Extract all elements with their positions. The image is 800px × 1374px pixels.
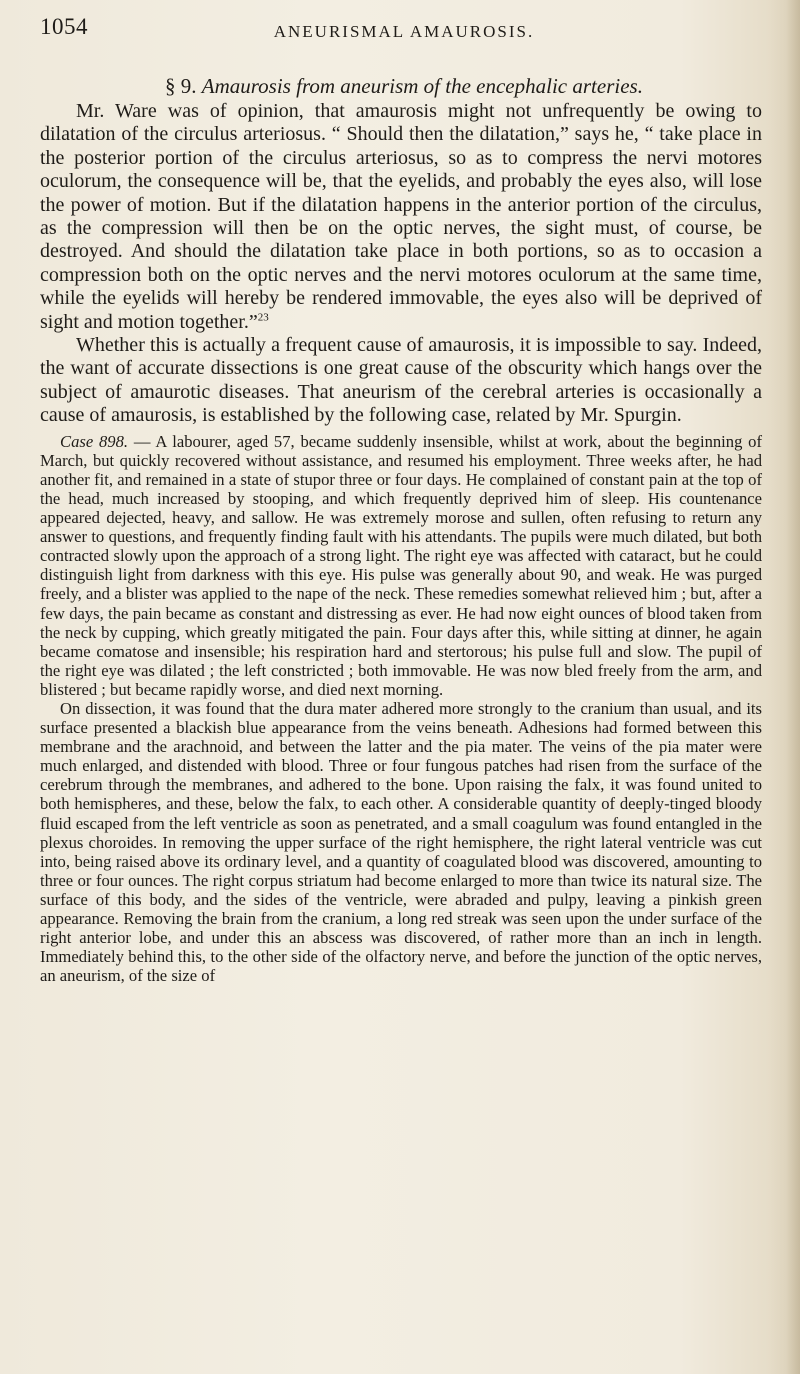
paragraph-case-898 bbox=[40, 432, 762, 699]
paragraph-ware-opinion-text: Mr. Ware was of opinion, that amaurosis might not unfrequently be owing to dilatation of the circulus arteriosus. “ Should then the dilatation,” says he, “ take place in the posterior portion of the circulus arteriosus, so as to compress the nervi motores oculorum, the consequence will be, that the eyelids, and probably the eyes also, will lose the power of motion. But if the dilatation happens in the anterior portion of the circulus, as the compression will then be on the optic nerves, the sight must, of course, be destroyed. And should the dilatation take place in both portions, so as to occasion a compression both on the optic nerves and the nervi motores oculorum at the same time, while the eyelids will hereby be rendered immovable, the eyes also will be deprived of sight and motion together.” bbox=[40, 100, 762, 333]
section-heading bbox=[40, 74, 768, 99]
case-898-text: — A labourer, aged 57, became suddenly insensible, whilst at work, about the beginning of March, but quickly recovered without assistance, and resumed his employment. Three weeks after, he had another fit, and remained in a state of stupor three or four days. He complained of constant pain at the top of the head, much increased by stooping, and which frequently deprived him of sleep. His countenance appeared dejected, heavy, and sallow. He was extremely morose and sullen, often refusing to return any answer to questions, and frequently finding fault with his attendants. The pupils were much dilated, but both contracted slowly upon the approach of a strong light. The right eye was affected with cataract, but he could distinguish light from darkness with this eye. His pulse was generally about 90, and weak. He was purged freely, and a blister was applied to the nape of the neck. These remedies somewhat relieved him ; but, after a few days, the pain became as constant and distressing as ever. He had now eight ounces of blood taken from the neck by cupping, which greatly mitigated the pain. Four days after this, while sitting at dinner, he again became comatose and insensible; his respiration hard and stertorous; his pulse full and slow. The pupil of the right eye was dilated ; the left constricted ; both immovable. He was now bled freely from the arm, and blistered ; but became rapidly worse, and died next morning. bbox=[40, 431, 763, 699]
footnote-marker: 23 bbox=[257, 311, 269, 323]
section-number: § 9. bbox=[165, 74, 197, 98]
paragraph-ware-opinion bbox=[40, 100, 762, 334]
section-title: Amaurosis from aneurism of the encephalic arteries. bbox=[201, 74, 643, 98]
page-edge-shadow bbox=[786, 0, 800, 1374]
paragraph-whether-frequent: Whether this is actually a frequent cause of amaurosis, it is impossible to say. Indeed, the want of accurate dissections is one great cause of the obscurity which hangs over the subject of amaurotic diseases. That aneurism of the cerebral arteries is occasionally a cause of amaurosis, is established by the following case, related by Mr. Spurgin. bbox=[40, 334, 762, 427]
case-label: Case 898. bbox=[60, 431, 129, 451]
running-head bbox=[40, 14, 768, 46]
page-number: 1054 bbox=[40, 14, 88, 39]
paragraph-dissection: On dissection, it was found that the dura mater adhered more strongly to the cranium than usual, and its surface presented a blackish blue appearance from the veins beneath. Adhesions had formed between this membrane and the arachnoid, and between the latter and the pia mater. The veins of the pia mater were much enlarged, and distended with blood. Three or four fungous patches had risen from the surface of the cerebrum through the membranes, and adhered to the bone. Upon raising the falx, it was found united to both hemispheres, and these, below the falx, to each other. A considerable quantity of deeply-tinged bloody fluid escaped from the left ventricle as soon as penetrated, and a small coagulum was found entangled in the plexus choroides. In removing the upper surface of the right hemisphere, the right lateral ventricle was cut into, being raised above its ordinary level, and a quantity of coagulated blood was discovered, amounting to three or four ounces. The right corpus striatum had become enlarged to more than twice its natural size. The surface of this body, and the sides of the ventricle, were abraded and pulpy, leaving a pinkish green appearance. Removing the brain from the cranium, a long red streak was seen upon the under surface of the right anterior lobe, and under this an abscess was discovered, of rather more than an inch in length. Immediately behind this, to the other side of the olfactory nerve, and before the junction of the optic nerves, an aneurism, of the size of bbox=[40, 699, 762, 986]
running-title: ANEURISMAL AMAUROSIS. bbox=[273, 22, 535, 41]
body-text bbox=[40, 100, 762, 985]
